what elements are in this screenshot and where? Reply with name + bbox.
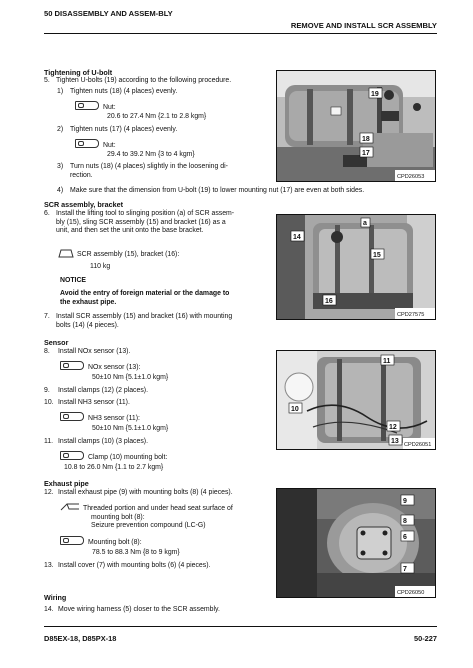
- callout-8: 8: [403, 518, 407, 525]
- torque-value-nut-17: 29.4 to 39.2 Nm {3 to 4 kgm}: [107, 151, 195, 158]
- torque-spec-nut-18: Nut:: [75, 101, 116, 113]
- callout-9: 9: [403, 498, 407, 505]
- seizure-compound-spec: Threaded portion and under head seat surface of mounting bolt (8): Seizure prevention compound (LC-G): [60, 503, 274, 531]
- page-number: 50-227: [413, 634, 437, 643]
- callout-19: 19: [371, 91, 379, 98]
- callout-18: 18: [362, 136, 370, 143]
- section-title-exhaust: Exhaust pipe: [44, 479, 89, 488]
- substep-2: 2) Tighten nuts (17) (4 places) evenly.: [57, 126, 178, 133]
- step-13: 13. Install cover (7) with mounting bolts (6) (4 pieces).: [44, 562, 211, 569]
- figure-sensor-photo: [276, 350, 436, 450]
- torque-spec-nut-17: Nut:: [75, 139, 116, 151]
- callout-7: 7: [403, 566, 407, 573]
- torque-value-nh3: 50±10 Nm {5.1±1.0 kgm}: [92, 425, 169, 432]
- figure-code: CPD27575: [397, 312, 425, 318]
- callout-12: 12: [389, 424, 397, 431]
- torque-wrench-icon: [75, 139, 99, 148]
- sealant-icon: [60, 503, 80, 511]
- substep-4: 4) Make sure that the dimension from U-bolt (19) to lower mounting nut (17) are even at both sides.: [57, 187, 365, 194]
- torque-spec-nox: NOx sensor (13):: [60, 361, 140, 373]
- section-title-wiring: Wiring: [44, 593, 67, 602]
- weight-spec: SCR assembly (15), bracket (16):: [58, 249, 179, 260]
- figure-code: CPD26050: [397, 590, 425, 596]
- callout-15: 15: [373, 252, 381, 259]
- torque-value-nox: 50±10 Nm {5.1±1.0 kgm}: [92, 374, 169, 381]
- step-11: 11. Install clamps (10) (3 places).: [44, 438, 148, 445]
- callout-16: 16: [325, 298, 333, 305]
- torque-spec-bolt-8: Mounting bolt (8):: [60, 536, 142, 548]
- step-12: 12. Install exhaust pipe (9) with mounting bolts (8) (4 pieces).: [44, 489, 233, 496]
- figure-u-bolt-photo: [276, 70, 436, 182]
- step-7: 7. Install SCR assembly (15) and bracket (16) with mounting bolts (14) (4 pieces).: [44, 313, 233, 329]
- header-divider: [44, 33, 437, 34]
- section-title-sensor: Sensor: [44, 338, 69, 347]
- torque-wrench-icon: [60, 361, 84, 370]
- torque-value-clamp: 10.8 to 26.0 Nm {1.1 to 2.7 kgm}: [64, 464, 164, 471]
- step-6: 6. Install the lifting tool to slinging position (a) of SCR assem- bly (15), sling SCR assembly (15) and bracket (16) as a unit, and then set the unit onto the base bracket.: [44, 210, 235, 235]
- torque-value-nut-18: 20.6 to 27.4 Nm {2.1 to 2.8 kgm}: [107, 113, 207, 120]
- torque-wrench-icon: [60, 536, 84, 545]
- figure-code: CPD26051: [404, 442, 432, 448]
- callout-6: 6: [403, 534, 407, 541]
- figure-scr-assembly-photo: [276, 214, 436, 320]
- torque-value-bolt-8: 78.5 to 88.3 Nm {8 to 9 kgm}: [92, 549, 180, 556]
- torque-wrench-icon: [75, 101, 99, 110]
- weight-value: 110 kg: [90, 263, 111, 270]
- figure-exhaust-pipe-photo: [276, 488, 436, 598]
- step-9: 9. Install clamps (12) (2 places).: [44, 387, 148, 394]
- torque-spec-nh3: NH3 sensor (11):: [60, 412, 140, 424]
- footer-divider: [44, 626, 437, 627]
- callout-a: a: [363, 220, 367, 227]
- substep-1: 1) Tighten nuts (18) (4 places) evenly.: [57, 88, 178, 95]
- notice-title: NOTICE: [60, 277, 87, 284]
- callout-17: 17: [362, 150, 370, 157]
- torque-wrench-icon: [60, 451, 84, 460]
- step-5: 5. Tighten U-bolts (19) according to the following procedure.: [44, 77, 232, 84]
- callout-11: 11: [383, 358, 391, 365]
- weight-icon: [58, 249, 74, 258]
- callout-10: 10: [291, 406, 299, 413]
- substep-3: 3) Turn nuts (18) (4 places) slightly in the loosening di- rection.: [57, 163, 228, 179]
- torque-wrench-icon: [60, 412, 84, 421]
- section-title-tightening: Tightening of U-bolt: [44, 68, 113, 77]
- figure-code: CPD26053: [397, 174, 425, 180]
- chapter-title: 50 DISASSEMBLY AND ASSEM-BLY: [44, 9, 173, 18]
- step-8: 8. Install NOx sensor (13).: [44, 348, 131, 355]
- page-section-title: REMOVE AND INSTALL SCR ASSEMBLY: [290, 21, 437, 30]
- model-number: D85EX-18, D85PX-18: [44, 634, 117, 643]
- torque-spec-clamp: Clamp (10) mounting bolt:: [60, 451, 167, 463]
- section-title-scr: SCR assembly, bracket: [44, 200, 123, 209]
- step-14: 14. Move wiring harness (5) closer to the SCR assembly.: [44, 606, 220, 613]
- callout-14: 14: [293, 234, 301, 241]
- notice-text: Avoid the entry of foreign material or the damage to the exhaust pipe.: [60, 290, 230, 306]
- callout-13: 13: [391, 438, 399, 445]
- step-10: 10. Install NH3 sensor (11).: [44, 399, 130, 406]
